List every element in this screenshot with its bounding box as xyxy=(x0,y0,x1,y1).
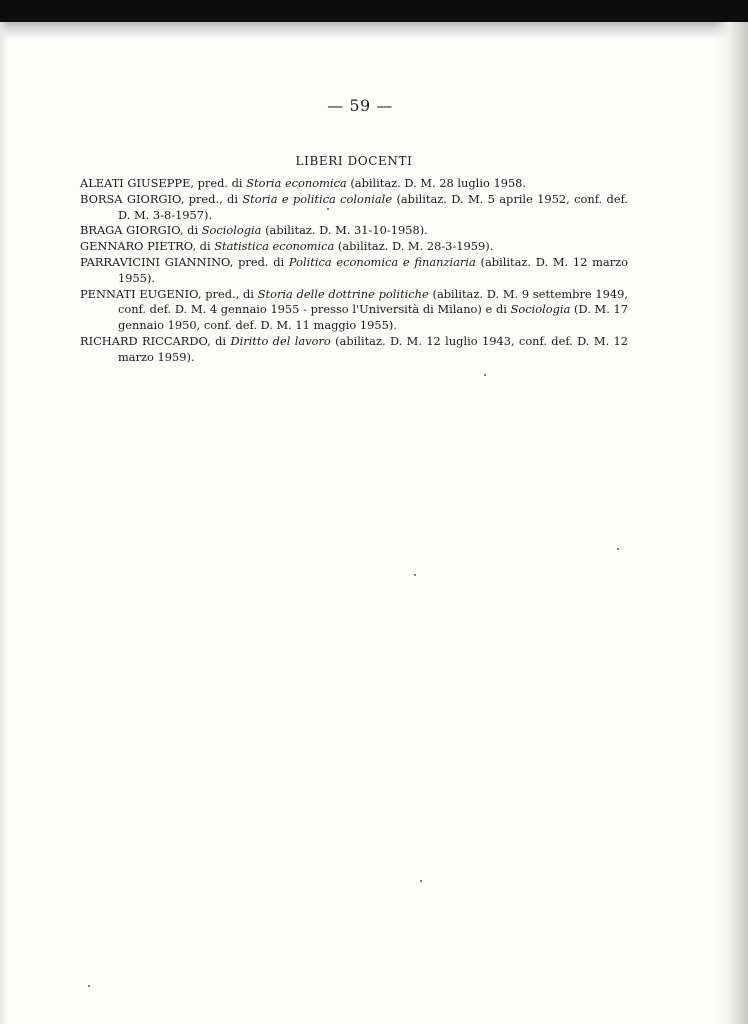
scan-speck xyxy=(617,548,619,550)
docent-details: (abilitaz. D. M. 31-10-1958). xyxy=(261,223,428,238)
docent-role: , pred., di xyxy=(197,286,258,301)
docent-role: , di xyxy=(192,239,215,254)
docent-entry xyxy=(80,239,628,255)
docent-details: (abilitaz. D. M. 28-3-1959). xyxy=(334,239,494,254)
scan-left-edge xyxy=(0,22,8,1024)
docent-subject-secondary: Sociologia xyxy=(510,302,571,317)
scan-right-edge xyxy=(714,22,748,1024)
docent-subject: Storia delle dottrine politiche xyxy=(257,286,429,301)
docent-subject: Storia e politica coloniale xyxy=(242,191,393,206)
docent-name: BRAGA GIORGIO xyxy=(80,223,180,238)
scan-speck xyxy=(414,574,416,576)
docent-subject: Politica economica e finanziaria xyxy=(288,254,476,269)
scan-speck xyxy=(327,208,329,210)
docent-role: , pred., di xyxy=(180,191,243,206)
docent-details: (abilitaz. D. M. 28 luglio 1958. xyxy=(346,176,527,190)
page-number: — 59 — xyxy=(327,96,393,115)
section-heading: LIBERI DOCENTI xyxy=(295,154,413,168)
scan-speck xyxy=(484,374,486,376)
docent-entry xyxy=(80,334,628,366)
docent-name: BORSA GIORGIO xyxy=(80,191,181,206)
docent-role: , di xyxy=(207,333,231,348)
scan-speck xyxy=(88,985,90,987)
scan-top-shadow xyxy=(0,22,748,40)
docent-entry xyxy=(80,287,628,334)
docent-name: RICHARD RICCARDO xyxy=(80,333,208,348)
docent-name: PENNATI EUGENIO xyxy=(80,286,198,301)
docent-entry xyxy=(80,176,628,192)
scan-speck xyxy=(420,880,422,882)
docent-name: PARRAVICINI GIANNINO xyxy=(80,254,230,269)
docent-role: , pred. di xyxy=(229,254,289,269)
scan-top-border xyxy=(0,0,748,22)
docent-subject: Storia economica xyxy=(246,176,347,190)
docent-details: (abilitaz. D. M. 5 aprile 1952, conf. def. D. M. 3-8-1957). xyxy=(118,191,628,222)
docent-details: (abilitaz. D. M. 9 settembre 1949, conf. def. D. M. 4 gennaio 1955 - presso l'Università di Milano) e di xyxy=(118,286,629,317)
docent-entry xyxy=(80,223,628,239)
docent-entry xyxy=(80,255,628,287)
docent-role: , pred. di xyxy=(190,176,247,190)
docent-role: , di xyxy=(179,223,202,238)
docent-details: (abilitaz. D. M. 12 luglio 1943, conf. def. D. M. 12 marzo 1959). xyxy=(118,333,628,364)
docent-details: (abilitaz. D. M. 12 marzo 1955). xyxy=(118,254,628,285)
docent-subject: Diritto del lavoro xyxy=(230,333,331,348)
docent-list xyxy=(80,176,628,366)
docent-name: GENNARO PIETRO xyxy=(80,239,193,254)
docent-name: ALEATI GIUSEPPE xyxy=(80,176,191,190)
docent-entry xyxy=(80,192,628,224)
docent-subject: Sociologia xyxy=(201,223,262,238)
docent-details-secondary: (D. M. 17 gennaio 1950, conf. def. D. M. 11 maggio 1955). xyxy=(118,302,628,333)
docent-subject: Statistica economica xyxy=(214,239,335,254)
